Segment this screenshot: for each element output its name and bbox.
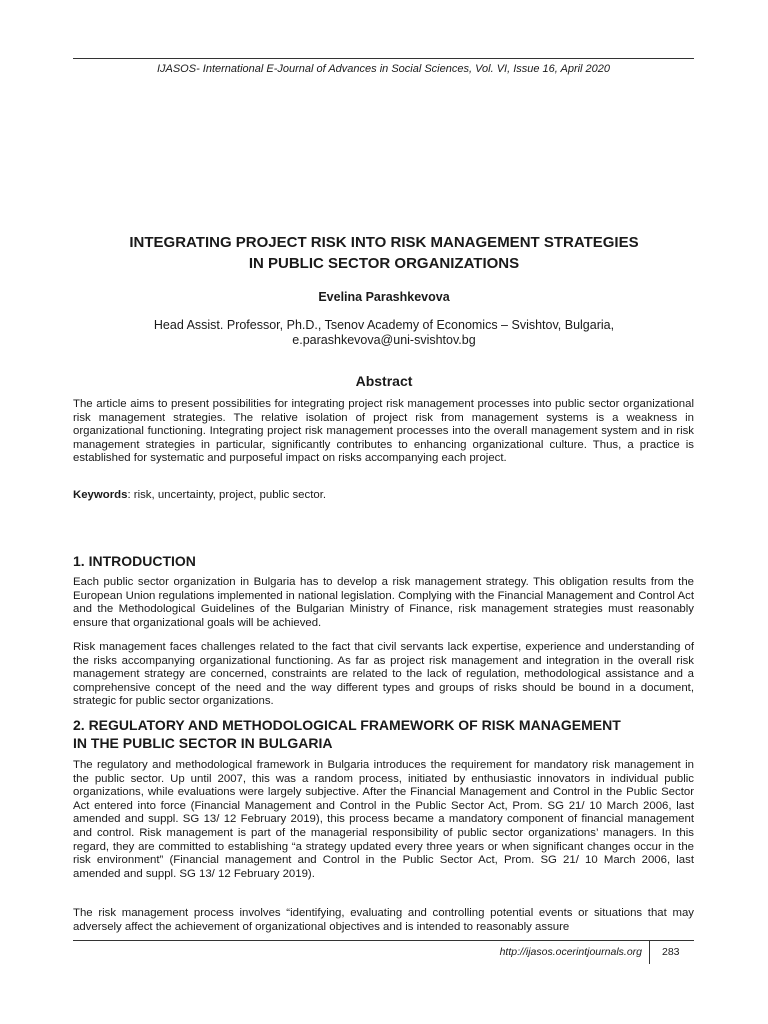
author-name: Evelina Parashkevova <box>318 290 450 304</box>
affiliation-line-1: Head Assist. Professor, Ph.D., Tsenov Academy of Economics – Svishtov, Bulgaria, <box>153 318 615 332</box>
section-2-heading-line-2: IN THE PUBLIC SECTOR IN BULGARIA <box>73 735 333 751</box>
keywords-text: : risk, uncertainty, project, public sector. <box>127 489 327 501</box>
section-1-paragraph-1: Each public sector organization in Bulgaria has to develop a risk management strategy. This obligation results from the European Union regulations implemented in national legislation. Complying with the Financial Management and Control Act and the Methodological Guidelines of the Bulgarian Ministry of Finance, risk management strategies must reasonably ensure that organizational goals will be achieved. <box>73 576 694 629</box>
footer-divider <box>649 940 650 964</box>
title-line-1: INTEGRATING PROJECT RISK INTO RISK MANAGEMENT STRATEGIES <box>129 234 639 251</box>
footer-rule <box>73 940 694 941</box>
journal-header: IJASOS- International E-Journal of Advances in Social Sciences, Vol. VI, Issue 16, April 2020 <box>156 63 611 75</box>
section-1-paragraph-2: Risk management faces challenges related to the fact that civil servants lack expertise, experience and understanding of the risks accompanying organizational functioning. As far as project risk management and integration in the overall risk management strategy are concerned, constraints are related to the lack of regulation, methodological assistance and a comprehensive concept of the need and the way different types and groups of risks should be bound in a document, strategic for public sector organizations. <box>73 641 694 708</box>
page-number: 283 <box>662 946 680 958</box>
section-1-heading: 1. INTRODUCTION <box>73 553 196 569</box>
abstract-heading: Abstract <box>355 373 413 389</box>
abstract-text: The article aims to present possibilities for integrating project risk management processes into public sector organizational risk management strategies. The relative isolation of project risk from management systems is a weakness in organizational functioning. Integrating project risk management processes into the overall management system and in risk management strategies in particular, significantly contributes to enhancing organizational culture. Thus, a practice is established for systematic and purposeful impact on risks accompanying each project. <box>73 398 694 465</box>
author-email: e.parashkevova@uni-svishtov.bg <box>292 333 476 347</box>
section-2-heading-line-1: 2. REGULATORY AND METHODOLOGICAL FRAMEWORK OF RISK MANAGEMENT <box>73 717 621 733</box>
keywords <box>73 489 694 501</box>
section-2-paragraph-2: The risk management process involves “identifying, evaluating and controlling potential events or situations that may adversely affect the achievement of organizational objectives and is intended to reasonably assure <box>73 907 694 933</box>
author-affiliation <box>60 318 708 348</box>
header-rule <box>73 58 694 59</box>
section-2-heading <box>73 716 713 752</box>
article-title <box>60 232 708 274</box>
keywords-label: Keywords <box>73 489 128 501</box>
section-2-paragraph-1: The regulatory and methodological framework in Bulgaria introduces the requirement for mandatory risk management in the public sector. Up until 2007, this was a random process, initiated by enthusiastic innovators in individual public organizations, while evaluations were largely subjective. After the Financial Management and Control in the Public Sector Act entered into force (Financial Management and Control in the Public Sector Act, Prom. SG 21/ 10 March 2006, last amended and suppl. SG 13/ 12 February 2019), this process became a mandatory component of financial management and control. Risk management is part of the managerial responsibility of public sector organizations’ managers. In this regard, they are committed to establishing “a strategy updated every three years or when significant changes occur in the risk environment” (Financial management and Control in the Public Sector Act, Prom. SG 21/ 10 March 2006, last amended and suppl. SG 13/ 12 February 2019). <box>73 759 694 880</box>
title-line-2: IN PUBLIC SECTOR ORGANIZATIONS <box>248 255 520 272</box>
journal-url-link[interactable]: http://ijasos.ocerintjournals.org <box>499 946 642 958</box>
